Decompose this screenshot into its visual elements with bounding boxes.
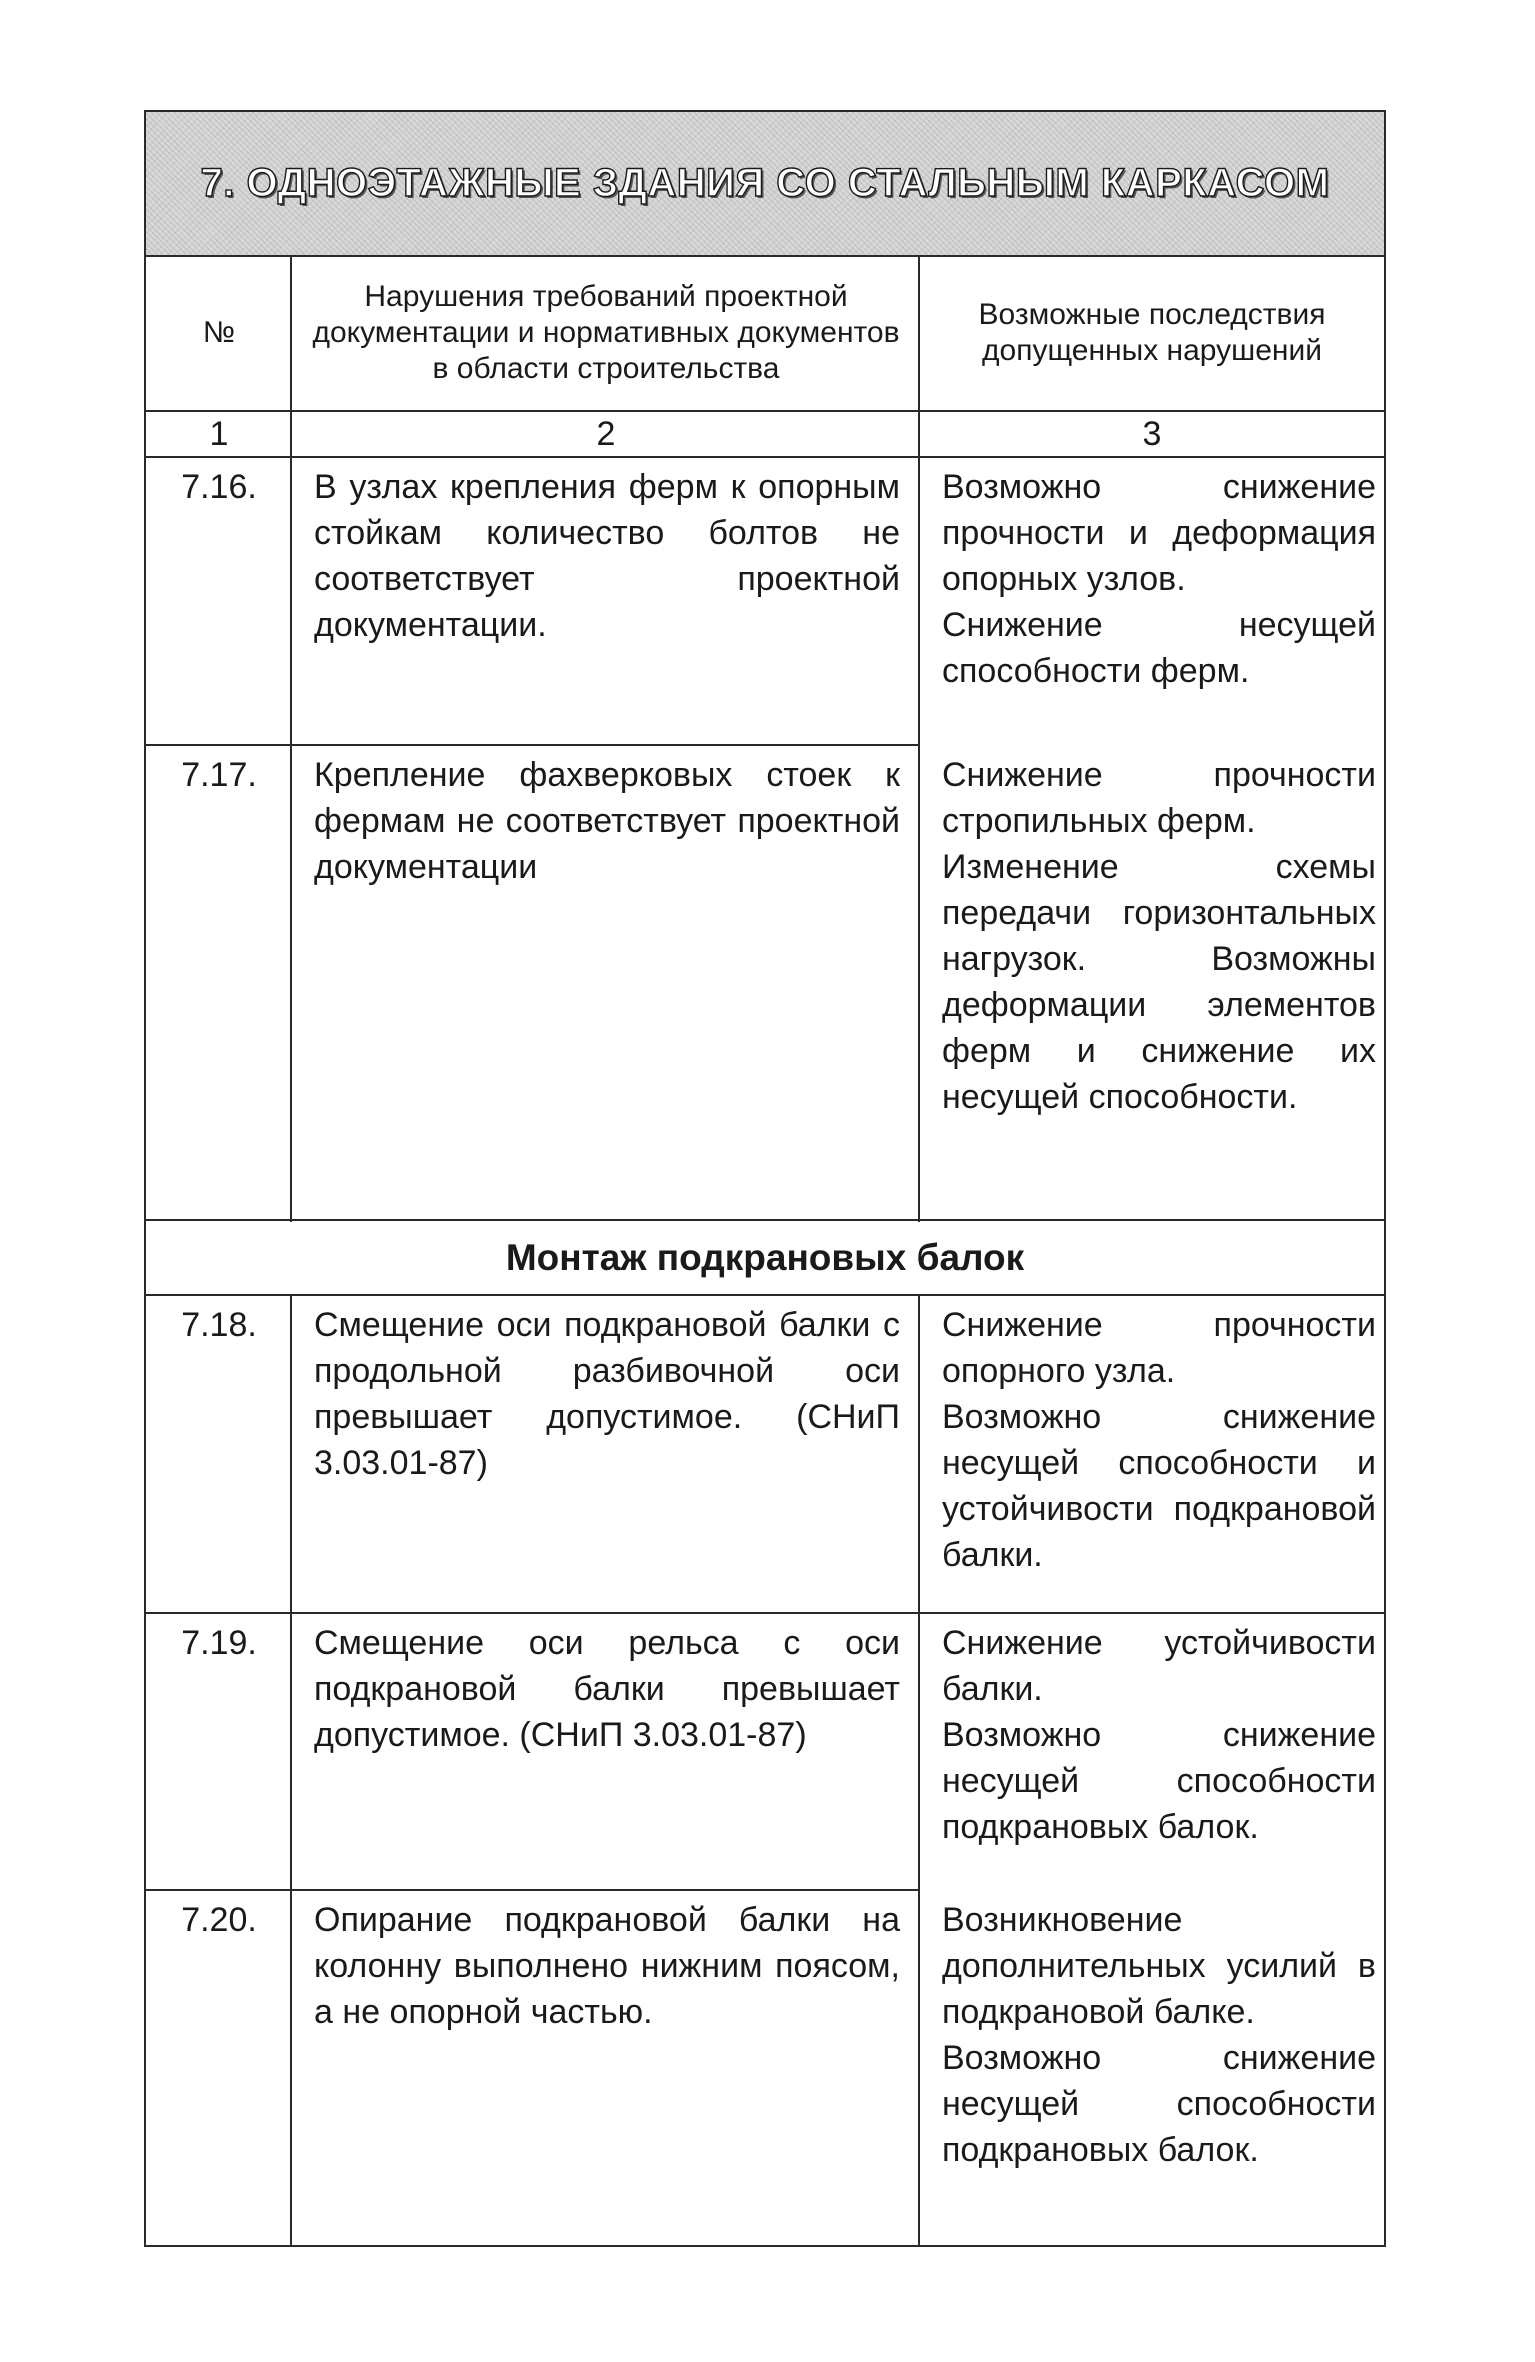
header-consequences: Возможные последствия допущенных нарушений	[978, 298, 1326, 367]
consequence-text: Возникновение дополнительных усилий в подкрановой балке.	[942, 1901, 1376, 2031]
consequence-text: Снижение устойчивости балки.	[942, 1624, 1376, 1708]
row-violation	[292, 1620, 920, 1758]
subsection-heading: Монтаж подкрановых балок	[505, 1237, 1025, 1278]
row-consequence	[920, 1302, 1384, 1578]
row-consequence	[920, 1620, 1384, 1850]
violation-text: Опирание подкрановой балки на колонну выполнено нижним поясом, а не опорной частью.	[314, 1901, 900, 2031]
row-number: 7.20.	[181, 1901, 257, 1939]
document-table	[144, 110, 1386, 2247]
violation-text: В узлах крепления ферм к опорным стойкам количество болтов не соответствует проектной документации.	[314, 468, 900, 644]
row-violation	[292, 1302, 920, 1486]
rule-row-16-bottom	[146, 744, 920, 746]
row-violation	[292, 1897, 920, 2035]
column-number-1: 1	[209, 415, 229, 453]
row-consequence	[920, 464, 1384, 694]
rule-numbers-bottom	[146, 456, 1384, 458]
row-number: 7.17.	[181, 756, 257, 794]
consequence-text: Снижение прочности опорного узла.	[942, 1306, 1376, 1390]
rule-col-1	[290, 257, 292, 1222]
consequence-text: Снижение прочности стропильных ферм.	[942, 756, 1376, 840]
row-number: 7.16.	[181, 468, 257, 506]
consequence-text: Возможно снижение несущей способности и устойчивости подкрановой балки.	[942, 1398, 1376, 1574]
consequence-text: Снижение несущей способности ферм.	[942, 606, 1376, 690]
column-number-2: 2	[596, 415, 616, 453]
header-number: №	[202, 316, 236, 349]
row-violation	[292, 752, 920, 890]
rule-header-bottom	[146, 410, 1384, 412]
consequence-text: Возможно снижение несущей способности подкрановых балок.	[942, 2039, 1376, 2169]
rule-subheading-bottom	[146, 1294, 1384, 1296]
row-consequence	[920, 1897, 1384, 2173]
rule-row-17-bottom	[146, 1219, 1384, 1221]
row-number: 7.18.	[181, 1306, 257, 1344]
consequence-text: Изменение схемы передачи горизонтальных нагрузок. Возможны деформации элементов ферм и снижение их несущей способности.	[942, 848, 1376, 1116]
row-number: 7.19.	[181, 1624, 257, 1662]
column-number-3: 3	[1142, 415, 1162, 453]
section-title	[146, 112, 1384, 257]
header-violations: Нарушения требований проектной документации и нормативных документов в области строительства	[312, 280, 900, 385]
row-violation	[292, 464, 920, 648]
consequence-text: Возможно снижение прочности и деформация опорных узлов.	[942, 468, 1376, 598]
violation-text: Крепление фахверковых стоек к фермам не соответствует проектной документации	[314, 756, 900, 886]
rule-row-18-bottom	[146, 1612, 1384, 1614]
violation-text: Смещение оси подкрановой балки с продольной разбивочной оси превышает допустимое. (СНиП 3.03.01-87)	[314, 1306, 900, 1482]
consequence-text: Возможно снижение несущей способности подкрановых балок.	[942, 1716, 1376, 1846]
violation-text: Смещение оси рельса с оси подкрановой балки превышает допустимое. (СНиП 3.03.01-87)	[314, 1624, 900, 1754]
rule-row-19-bottom	[146, 1889, 920, 1891]
section-title-text: 7. ОДНОЭТАЖНЫЕ ЗДАНИЯ СО СТАЛЬНЫМ КАРКАСОМ	[200, 161, 1330, 205]
row-consequence	[920, 752, 1384, 1120]
